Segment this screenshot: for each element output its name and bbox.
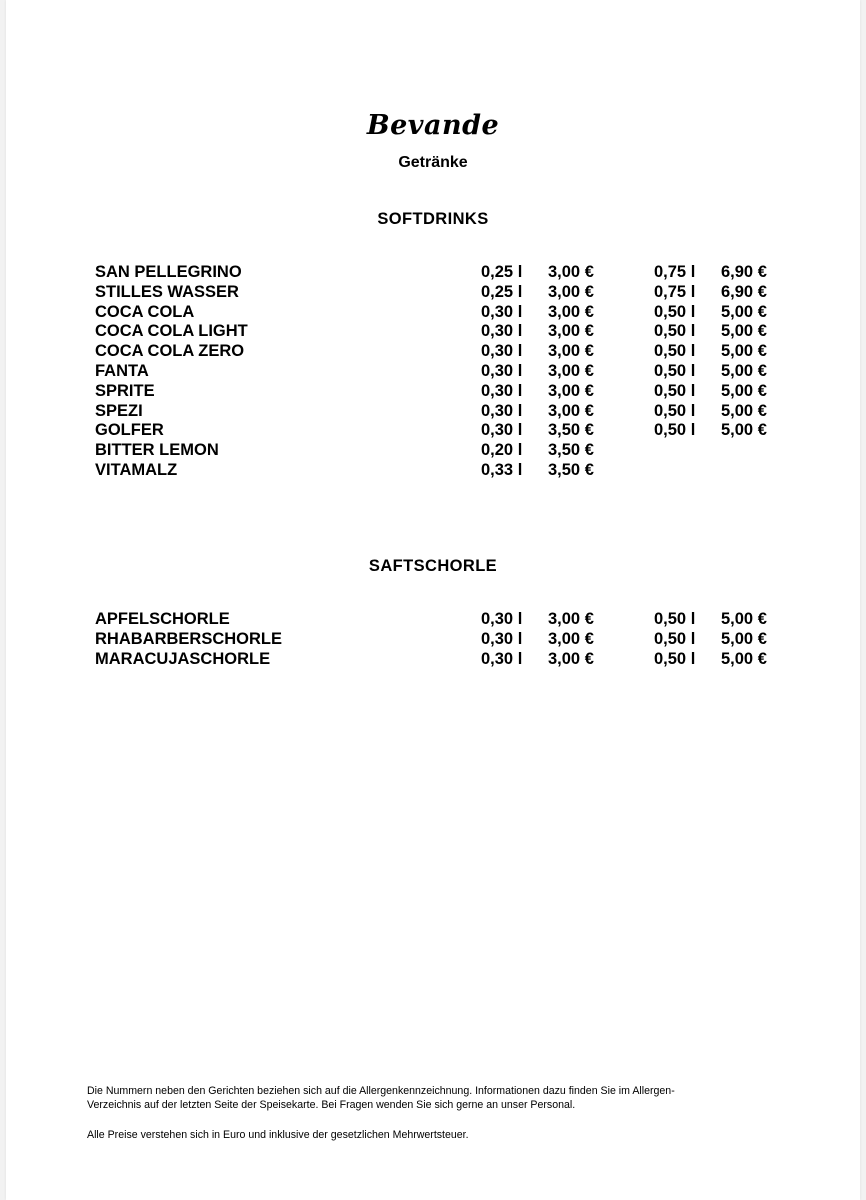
item-name: COCA COLA bbox=[95, 302, 195, 321]
softdrinks-list bbox=[6, 263, 860, 481]
page-subtitle: Getränke bbox=[398, 154, 468, 171]
item-price-small: 3,00 € bbox=[548, 302, 594, 321]
item-name: FANTA bbox=[95, 361, 149, 380]
item-volume-small: 0,30 l bbox=[481, 381, 523, 400]
item-price-large: 5,00 € bbox=[721, 629, 767, 648]
item-volume-large: 0,50 l bbox=[654, 381, 696, 400]
page-title: Bevande bbox=[366, 110, 500, 141]
item-volume-small: 0,30 l bbox=[481, 421, 523, 440]
item-volume-small: 0,25 l bbox=[481, 263, 523, 281]
item-price-large: 5,00 € bbox=[721, 302, 767, 321]
item-price-small: 3,50 € bbox=[548, 441, 594, 460]
menu-item-row bbox=[6, 283, 860, 303]
menu-item-row bbox=[6, 650, 860, 670]
item-name: SPEZI bbox=[95, 401, 143, 420]
item-price-small: 3,00 € bbox=[548, 649, 594, 668]
item-volume-large: 0,50 l bbox=[654, 610, 696, 628]
item-volume-small: 0,30 l bbox=[481, 342, 523, 361]
item-price-large: 5,00 € bbox=[721, 342, 767, 361]
item-volume-small: 0,30 l bbox=[481, 361, 523, 380]
item-volume-small: 0,30 l bbox=[481, 610, 523, 628]
item-volume-large: 0,50 l bbox=[654, 629, 696, 648]
item-price-small: 3,00 € bbox=[548, 342, 594, 361]
item-price-small: 3,00 € bbox=[548, 610, 594, 628]
item-volume-large: 0,50 l bbox=[654, 361, 696, 380]
allergen-note bbox=[87, 1084, 767, 1112]
item-price-large: 5,00 € bbox=[721, 361, 767, 380]
item-volume-large: 0,50 l bbox=[654, 342, 696, 361]
menu-item-row bbox=[6, 441, 860, 461]
item-price-large: 5,00 € bbox=[721, 421, 767, 440]
item-volume-small: 0,30 l bbox=[481, 302, 523, 321]
item-price-small: 3,00 € bbox=[548, 629, 594, 648]
menu-item-row bbox=[6, 461, 860, 481]
item-name: VITAMALZ bbox=[95, 460, 178, 479]
tax-note: Alle Preise verstehen sich in Euro und inklusive der gesetzlichen Mehrwertsteuer. bbox=[87, 1129, 469, 1141]
menu-item-row bbox=[6, 421, 860, 441]
menu-item-row bbox=[6, 402, 860, 422]
allergen-note-line-2: Verzeichnis auf der letzten Seite der Speisekarte. Bei Fragen wenden Sie sich gerne an unser Personal. bbox=[87, 1099, 576, 1111]
menu-item-row bbox=[6, 342, 860, 362]
item-volume-small: 0,25 l bbox=[481, 282, 523, 301]
item-volume-small: 0,20 l bbox=[481, 441, 523, 460]
item-price-large: 6,90 € bbox=[721, 263, 767, 281]
saftschorle-list bbox=[6, 610, 860, 669]
item-price-large: 5,00 € bbox=[721, 610, 767, 628]
item-volume-large: 0,50 l bbox=[654, 322, 696, 341]
item-volume-small: 0,33 l bbox=[481, 460, 523, 479]
item-volume-small: 0,30 l bbox=[481, 629, 523, 648]
item-name: SAN PELLEGRINO bbox=[95, 263, 242, 281]
item-volume-large: 0,50 l bbox=[654, 302, 696, 321]
item-price-large: 6,90 € bbox=[721, 282, 767, 301]
item-price-small: 3,00 € bbox=[548, 322, 594, 341]
item-price-large: 5,00 € bbox=[721, 322, 767, 341]
item-volume-large: 0,50 l bbox=[654, 649, 696, 668]
menu-item-row bbox=[6, 263, 860, 283]
item-price-small: 3,50 € bbox=[548, 460, 594, 479]
allergen-note-line-1: Die Nummern neben den Gerichten beziehen sich auf die Allergenkennzeichnung. Informationen dazu finden Sie im Allergen- bbox=[87, 1085, 675, 1097]
item-name: BITTER LEMON bbox=[95, 441, 219, 460]
item-price-large: 5,00 € bbox=[721, 381, 767, 400]
item-name: GOLFER bbox=[95, 421, 164, 440]
item-price-large: 5,00 € bbox=[721, 401, 767, 420]
item-volume-small: 0,30 l bbox=[481, 322, 523, 341]
section-title-softdrinks: SOFTDRINKS bbox=[377, 210, 489, 228]
item-name: STILLES WASSER bbox=[95, 282, 239, 301]
item-price-small: 3,00 € bbox=[548, 361, 594, 380]
item-volume-large: 0,50 l bbox=[654, 401, 696, 420]
item-price-small: 3,00 € bbox=[548, 401, 594, 420]
item-name: APFELSCHORLE bbox=[95, 610, 230, 628]
menu-item-row bbox=[6, 610, 860, 630]
item-volume-small: 0,30 l bbox=[481, 401, 523, 420]
item-price-small: 3,50 € bbox=[548, 421, 594, 440]
menu-item-row bbox=[6, 303, 860, 323]
menu-page bbox=[6, 0, 860, 1200]
item-name: COCA COLA ZERO bbox=[95, 342, 245, 361]
menu-item-row bbox=[6, 630, 860, 650]
item-volume-small: 0,30 l bbox=[481, 649, 523, 668]
item-name: SPRITE bbox=[95, 381, 155, 400]
menu-item-row bbox=[6, 322, 860, 342]
item-volume-large: 0,75 l bbox=[654, 282, 696, 301]
item-name: RHABARBERSCHORLE bbox=[95, 629, 283, 648]
item-price-small: 3,00 € bbox=[548, 282, 594, 301]
item-name: COCA COLA LIGHT bbox=[95, 322, 248, 341]
menu-item-row bbox=[6, 362, 860, 382]
menu-item-row bbox=[6, 382, 860, 402]
section-title-saftschorle: SAFTSCHORLE bbox=[368, 557, 498, 575]
item-price-small: 3,00 € bbox=[548, 263, 594, 281]
item-price-large: 5,00 € bbox=[721, 649, 767, 668]
item-price-small: 3,00 € bbox=[548, 381, 594, 400]
item-name: MARACUJASCHORLE bbox=[95, 649, 271, 668]
item-volume-large: 0,75 l bbox=[654, 263, 696, 281]
item-volume-large: 0,50 l bbox=[654, 421, 696, 440]
